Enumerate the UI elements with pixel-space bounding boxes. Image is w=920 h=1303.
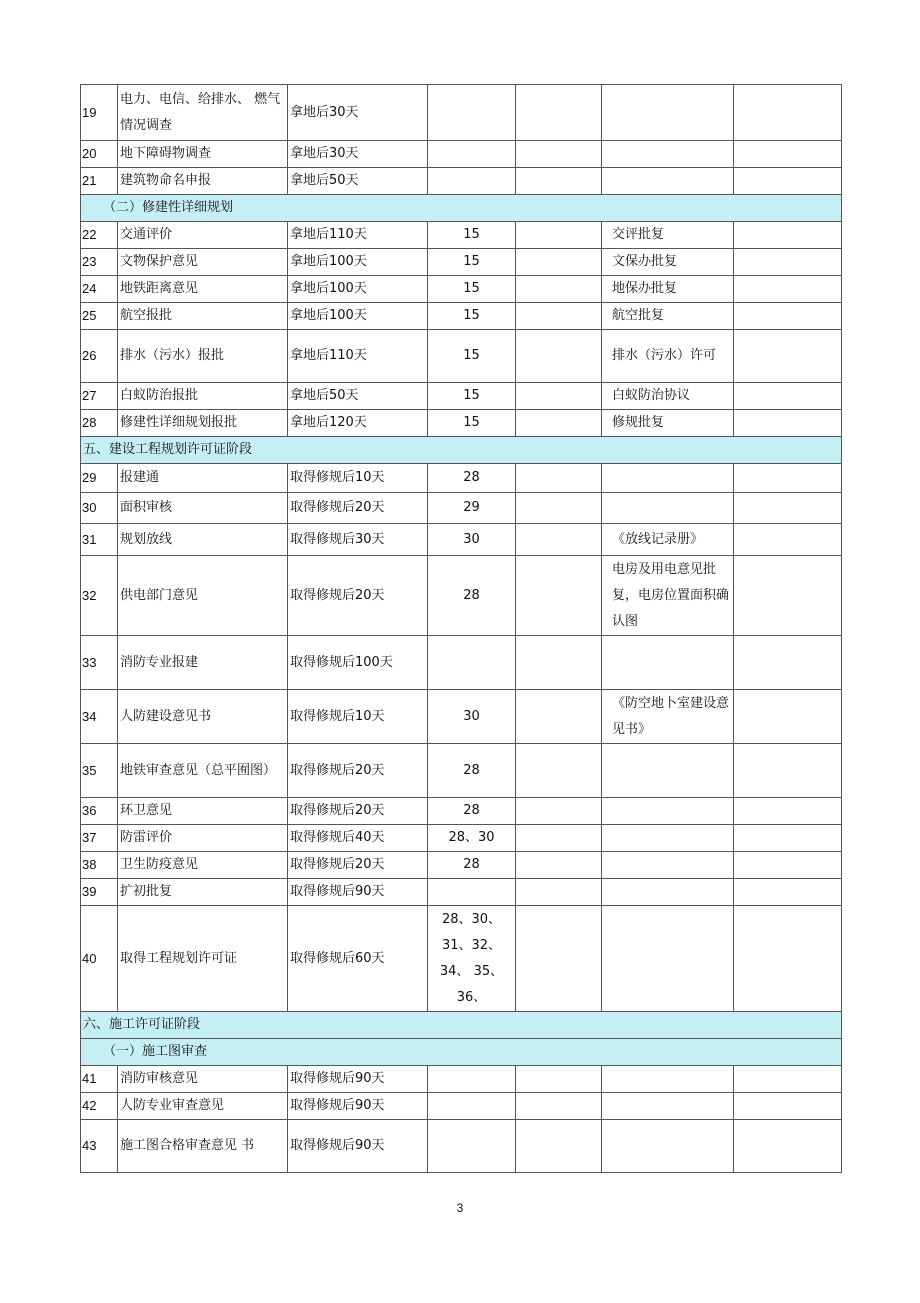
table-row <box>81 798 842 825</box>
item-number-cell: 43 <box>81 1120 118 1173</box>
item-number-cell: 42 <box>81 1093 118 1120</box>
time-limit-cell: 取得修规后90天 <box>288 879 428 906</box>
item-number-cell: 20 <box>81 141 118 168</box>
item-number-cell: 26 <box>81 330 118 383</box>
item-name-cell: 地下障碍物调查 <box>118 141 288 168</box>
item-name-cell: 交通评价 <box>118 222 288 249</box>
remarks-cell <box>734 556 842 636</box>
time-limit-cell: 取得修规后60天 <box>288 906 428 1012</box>
blank-column-cell <box>516 636 602 690</box>
remarks-cell <box>734 249 842 276</box>
table-row <box>81 1066 842 1093</box>
dependency-cell: 15 <box>428 330 516 383</box>
dependency-cell <box>428 85 516 141</box>
table-row <box>81 168 842 195</box>
dependency-cell: 15 <box>428 303 516 330</box>
time-limit-cell: 取得修规后90天 <box>288 1093 428 1120</box>
approval-document-cell <box>602 1120 734 1173</box>
table-row <box>81 493 842 524</box>
blank-column-cell <box>516 383 602 410</box>
blank-column-cell <box>516 1066 602 1093</box>
dependency-cell: 28、30、31、32、34、 35、36、 <box>428 906 516 1012</box>
item-number-cell: 37 <box>81 825 118 852</box>
approval-document-cell <box>602 636 734 690</box>
item-name-cell: 排水（污水）报批 <box>118 330 288 383</box>
table-row <box>81 464 842 493</box>
dependency-cell: 15 <box>428 222 516 249</box>
table-row <box>81 222 842 249</box>
time-limit-cell: 取得修规后10天 <box>288 464 428 493</box>
item-name-cell: 施工图合格审查意见 书 <box>118 1120 288 1173</box>
dependency-cell: 15 <box>428 410 516 437</box>
approval-document-cell: 排水（污水）许可 <box>602 330 734 383</box>
item-name-cell: 文物保护意见 <box>118 249 288 276</box>
time-limit-cell: 取得修规后100天 <box>288 636 428 690</box>
dependency-cell <box>428 879 516 906</box>
table-row <box>81 330 842 383</box>
time-limit-cell: 取得修规后90天 <box>288 1066 428 1093</box>
item-number-cell: 27 <box>81 383 118 410</box>
table-row <box>81 524 842 556</box>
approval-document-cell: 航空批复 <box>602 303 734 330</box>
item-name-cell: 地铁距离意见 <box>118 276 288 303</box>
blank-column-cell <box>516 303 602 330</box>
blank-column-cell <box>516 493 602 524</box>
blank-column-cell <box>516 1120 602 1173</box>
table-row <box>81 410 842 437</box>
section-title: 五、建设工程规划许可证阶段 <box>81 437 842 464</box>
table-row <box>81 303 842 330</box>
remarks-cell <box>734 1093 842 1120</box>
time-limit-cell: 拿地后100天 <box>288 303 428 330</box>
table-row <box>81 825 842 852</box>
page-number: 3 <box>456 1201 464 1215</box>
item-number-cell: 38 <box>81 852 118 879</box>
remarks-cell <box>734 464 842 493</box>
approval-document-cell <box>602 1066 734 1093</box>
approval-document-cell <box>602 906 734 1012</box>
blank-column-cell <box>516 222 602 249</box>
table-row <box>81 85 842 141</box>
item-number-cell: 39 <box>81 879 118 906</box>
blank-column-cell <box>516 410 602 437</box>
schedule-table <box>80 84 842 1173</box>
table-row <box>81 383 842 410</box>
remarks-cell <box>734 798 842 825</box>
dependency-cell <box>428 1093 516 1120</box>
item-name-cell: 建筑物命名申报 <box>118 168 288 195</box>
remarks-cell <box>734 330 842 383</box>
dependency-cell: 15 <box>428 249 516 276</box>
section-header <box>81 437 842 464</box>
item-name-cell: 白蚁防治报批 <box>118 383 288 410</box>
item-name-cell: 人防专业审查意见 <box>118 1093 288 1120</box>
item-name-cell: 供电部门意见 <box>118 556 288 636</box>
item-number-cell: 29 <box>81 464 118 493</box>
time-limit-cell: 取得修规后20天 <box>288 852 428 879</box>
approval-document-cell: 交评批复 <box>602 222 734 249</box>
approval-document-cell <box>602 168 734 195</box>
remarks-cell <box>734 1120 842 1173</box>
table-row <box>81 690 842 744</box>
time-limit-cell: 取得修规后20天 <box>288 744 428 798</box>
approval-document-cell <box>602 493 734 524</box>
time-limit-cell: 拿地后50天 <box>288 383 428 410</box>
dependency-cell: 28 <box>428 744 516 798</box>
table-row <box>81 556 842 636</box>
item-number-cell: 34 <box>81 690 118 744</box>
table-row <box>81 276 842 303</box>
table-row <box>81 879 842 906</box>
item-name-cell: 人防建设意见书 <box>118 690 288 744</box>
item-name-cell: 环卫意见 <box>118 798 288 825</box>
dependency-cell: 28 <box>428 798 516 825</box>
blank-column-cell <box>516 879 602 906</box>
item-number-cell: 35 <box>81 744 118 798</box>
approval-document-cell: 《防空地卜室建设意见书》 <box>602 690 734 744</box>
blank-column-cell <box>516 249 602 276</box>
remarks-cell <box>734 168 842 195</box>
item-number-cell: 19 <box>81 85 118 141</box>
item-number-cell: 21 <box>81 168 118 195</box>
remarks-cell <box>734 410 842 437</box>
remarks-cell <box>734 852 842 879</box>
remarks-cell <box>734 141 842 168</box>
blank-column-cell <box>516 330 602 383</box>
blank-column-cell <box>516 168 602 195</box>
dependency-cell: 29 <box>428 493 516 524</box>
dependency-cell <box>428 636 516 690</box>
table-row <box>81 906 842 1012</box>
approval-document-cell <box>602 464 734 493</box>
dependency-cell: 28 <box>428 464 516 493</box>
approval-document-cell <box>602 744 734 798</box>
remarks-cell <box>734 879 842 906</box>
item-number-cell: 24 <box>81 276 118 303</box>
blank-column-cell <box>516 825 602 852</box>
item-name-cell: 消防专业报建 <box>118 636 288 690</box>
blank-column-cell <box>516 744 602 798</box>
section-header <box>81 1039 842 1066</box>
time-limit-cell: 取得修规后30天 <box>288 524 428 556</box>
blank-column-cell <box>516 852 602 879</box>
item-name-cell: 取得工程规划许可证 <box>118 906 288 1012</box>
dependency-cell <box>428 1066 516 1093</box>
approval-document-cell <box>602 798 734 825</box>
time-limit-cell: 拿地后110天 <box>288 222 428 249</box>
item-number-cell: 28 <box>81 410 118 437</box>
approval-document-cell: 文保办批复 <box>602 249 734 276</box>
item-number-cell: 36 <box>81 798 118 825</box>
approval-document-cell <box>602 879 734 906</box>
time-limit-cell: 取得修规后20天 <box>288 556 428 636</box>
time-limit-cell: 取得修规后90天 <box>288 1120 428 1173</box>
section-header <box>81 195 842 222</box>
item-number-cell: 31 <box>81 524 118 556</box>
time-limit-cell: 取得修规后20天 <box>288 798 428 825</box>
table-row <box>81 1093 842 1120</box>
item-name-cell: 消防审核意见 <box>118 1066 288 1093</box>
approval-document-cell: 《放线记录册》 <box>602 524 734 556</box>
dependency-cell: 30 <box>428 524 516 556</box>
table-row <box>81 636 842 690</box>
dependency-cell: 15 <box>428 383 516 410</box>
time-limit-cell: 拿地后50天 <box>288 168 428 195</box>
table-row <box>81 249 842 276</box>
blank-column-cell <box>516 906 602 1012</box>
item-name-cell: 防雷评价 <box>118 825 288 852</box>
dependency-cell <box>428 141 516 168</box>
item-name-cell: 规划放线 <box>118 524 288 556</box>
dependency-cell: 28 <box>428 852 516 879</box>
item-name-cell: 修建性详细规划报批 <box>118 410 288 437</box>
remarks-cell <box>734 493 842 524</box>
approval-document-cell <box>602 852 734 879</box>
time-limit-cell: 拿地后100天 <box>288 276 428 303</box>
dependency-cell <box>428 1120 516 1173</box>
remarks-cell <box>734 825 842 852</box>
time-limit-cell: 拿地后100天 <box>288 249 428 276</box>
table-row <box>81 141 842 168</box>
blank-column-cell <box>516 556 602 636</box>
item-name-cell: 卫生防疫意见 <box>118 852 288 879</box>
blank-column-cell <box>516 85 602 141</box>
item-number-cell: 40 <box>81 906 118 1012</box>
time-limit-cell: 拿地后110天 <box>288 330 428 383</box>
table-row <box>81 1120 842 1173</box>
dependency-cell <box>428 168 516 195</box>
dependency-cell: 30 <box>428 690 516 744</box>
remarks-cell <box>734 383 842 410</box>
remarks-cell <box>734 85 842 141</box>
approval-document-cell: 白蚁防治协议 <box>602 383 734 410</box>
remarks-cell <box>734 276 842 303</box>
blank-column-cell <box>516 798 602 825</box>
time-limit-cell: 取得修规后20天 <box>288 493 428 524</box>
section-title: 六、施工许可证阶段 <box>81 1012 842 1039</box>
item-number-cell: 25 <box>81 303 118 330</box>
blank-column-cell <box>516 141 602 168</box>
item-name-cell: 电力、电信、给排水、 燃气情况调查 <box>118 85 288 141</box>
approval-document-cell <box>602 1093 734 1120</box>
remarks-cell <box>734 1066 842 1093</box>
blank-column-cell <box>516 464 602 493</box>
approval-document-cell <box>602 141 734 168</box>
item-number-cell: 41 <box>81 1066 118 1093</box>
remarks-cell <box>734 690 842 744</box>
dependency-cell: 15 <box>428 276 516 303</box>
remarks-cell <box>734 906 842 1012</box>
approval-document-cell: 电房及用电意见批复，电房位置面积确认图 <box>602 556 734 636</box>
time-limit-cell: 取得修规后40天 <box>288 825 428 852</box>
item-name-cell: 报建通 <box>118 464 288 493</box>
blank-column-cell <box>516 690 602 744</box>
dependency-cell: 28、30 <box>428 825 516 852</box>
blank-column-cell <box>516 524 602 556</box>
time-limit-cell: 取得修规后10天 <box>288 690 428 744</box>
time-limit-cell: 拿地后30天 <box>288 85 428 141</box>
item-name-cell: 扩初批复 <box>118 879 288 906</box>
approval-document-cell <box>602 85 734 141</box>
table-row <box>81 852 842 879</box>
blank-column-cell <box>516 276 602 303</box>
dependency-cell: 28 <box>428 556 516 636</box>
item-number-cell: 33 <box>81 636 118 690</box>
table-row <box>81 744 842 798</box>
section-title: （二）修建性详细规划 <box>81 195 842 222</box>
item-number-cell: 22 <box>81 222 118 249</box>
remarks-cell <box>734 222 842 249</box>
time-limit-cell: 拿地后120天 <box>288 410 428 437</box>
time-limit-cell: 拿地后30天 <box>288 141 428 168</box>
item-number-cell: 23 <box>81 249 118 276</box>
item-number-cell: 30 <box>81 493 118 524</box>
blank-column-cell <box>516 1093 602 1120</box>
section-header <box>81 1012 842 1039</box>
approval-document-cell: 地保办批复 <box>602 276 734 303</box>
approval-document-cell <box>602 825 734 852</box>
item-number-cell: 32 <box>81 556 118 636</box>
item-name-cell: 面积审核 <box>118 493 288 524</box>
approval-document-cell: 修规批复 <box>602 410 734 437</box>
item-name-cell: 航空报批 <box>118 303 288 330</box>
remarks-cell <box>734 744 842 798</box>
item-name-cell: 地铁审查意见（总平囿图） <box>118 744 288 798</box>
remarks-cell <box>734 524 842 556</box>
remarks-cell <box>734 303 842 330</box>
section-title: （一）施工图审查 <box>81 1039 842 1066</box>
remarks-cell <box>734 636 842 690</box>
